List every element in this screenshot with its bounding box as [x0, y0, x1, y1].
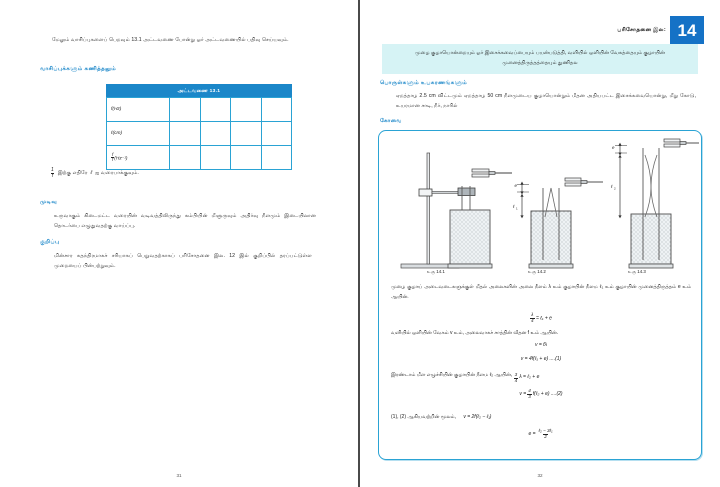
equation-1-fraction: [530, 313, 535, 323]
readings-table-wrapper: [106, 84, 292, 170]
theory-paragraph-1: முழை குழாய் அடைவடைகளுக்குள் மீதல் அலைகளின் அலை நீளம் λ உம் குழாயின் நீளம ℓ₁ உம் குழாயின் முனைத்திருத்தம் e உம் ஆயின்.: [391, 284, 691, 300]
theory-paragraph-3-text: இரண்டாம் மீள எழுச்சியின் குழாயின் நீளம ℓ₂ ஆயின்,: [391, 372, 513, 378]
note-paragraph: மின்சார சுதந்திரமாகச் சரியாகப் பெறுவதற்காகப் பரிசோதனை இல. 12 இல் குறிப்பில் தரப்பட்டுள்ள முறையைப் பின்பற்றுவும்.: [54, 253, 312, 269]
graph-instruction-mid-text: இற்கு எதிரே: [57, 169, 88, 176]
section-heading-theory: கோவை: [380, 118, 402, 124]
theory-paragraph-4-text: (1), (2) ஆகியவற்றின் மூலம்,: [391, 414, 456, 420]
table-cell[interactable]: [261, 98, 291, 122]
table-row: [107, 98, 292, 122]
page-number-right: 32: [537, 473, 543, 478]
row-label-length-unit: (cm): [112, 131, 123, 137]
table-cell[interactable]: [200, 98, 230, 122]
resonance-tube-diagrams: [379, 131, 703, 279]
fraction-denominator: 4: [514, 377, 518, 383]
tuning-fork-icon: [472, 169, 512, 177]
equation-7-lhs: e =: [528, 431, 536, 438]
experiment-label: பரிசோதனை இல:: [617, 26, 666, 33]
fraction-denominator: f: [112, 157, 114, 163]
graph-instruction-symbol: ℓ: [90, 169, 93, 176]
theory-paragraph-2: வளியில் ஒளியின் வேகம் v உம், அலைவாகச் சாத்தின் வீதன f உம் ஆயின்.: [391, 330, 559, 336]
fraction-numerator: λ: [531, 312, 534, 317]
fraction-denominator: 4: [531, 317, 534, 323]
label-e-fig2: e: [514, 183, 517, 188]
graph-instruction: [50, 168, 320, 179]
table-cell[interactable]: [231, 98, 261, 122]
experiment-number-badge: 14: [670, 16, 704, 44]
row-label-inverse-frequency-unit: (Hz⁻¹): [114, 155, 128, 161]
experiment-header: [617, 16, 704, 44]
table-cell[interactable]: [200, 146, 230, 170]
tuning-fork-icon: [664, 139, 699, 147]
theory-figure-box: [378, 130, 702, 460]
tuning-fork-icon: [565, 178, 603, 186]
figure-caption-14-2: உரு 14.2: [528, 269, 546, 274]
table-caption: அட்டவணை 13.1: [106, 84, 292, 97]
row-label-frequency-unit: (Hz): [112, 107, 122, 113]
theory-paragraph-3: [391, 371, 691, 383]
graph-instruction-fraction: [50, 168, 55, 179]
label-l1-fig2: ℓ: [513, 204, 515, 209]
result-paragraph: உருவாகும் கிடைமட்ட வரையின் வடிவத்திலிருந்து கம்பியின் மீளுருவும் அதிர்வு நீளமும் இடையிலான தொடர்பை எழுதுவதற்கு வாய்ப்பு.: [54, 213, 316, 229]
objective-box: [382, 44, 698, 74]
table-row: [107, 122, 292, 146]
fraction-denominator: f: [51, 173, 54, 179]
row-label-frequency: [107, 98, 170, 122]
equation-4-tail: λ = ℓ₂ + e: [519, 374, 540, 381]
fraction-numerator: f: [112, 151, 114, 157]
row-label-inverse-frequency: [107, 146, 170, 170]
theory-equation-4: [514, 373, 540, 383]
materials-paragraph: ஏறத்தாழ 2.5 cm விட்டமும் ஏறத்தாழ 50 cm நீளமுடைய குழாயொன்றும் மீதன அதியபட்ட இசைக்கவையொன்று, மீறு கோடு, உயரமான சாடி, நீர், நாரில்: [396, 93, 696, 109]
theory-equation-6: v = 2f(ℓ₂ − ℓ₁): [463, 414, 492, 420]
row-label-frequency-symbol: f: [111, 107, 113, 113]
svg-text:2: 2: [614, 186, 616, 191]
equation-5-fraction: [527, 389, 532, 399]
equation-7-fraction: [538, 429, 554, 439]
theory-equation-1: [391, 313, 691, 323]
row-label-length: [107, 122, 170, 146]
table-cell[interactable]: [231, 122, 261, 146]
fraction-numerator: ℓ₂ − 3ℓ₁: [538, 428, 553, 433]
figure-caption-14-3: உரு 14.3: [628, 269, 646, 274]
table-cell[interactable]: [170, 98, 200, 122]
figure-14-1: [401, 153, 512, 268]
left-page: [0, 0, 358, 487]
section-heading-result: முடிவு: [40, 199, 58, 205]
theory-equation-2: v = fλ: [534, 342, 548, 348]
section-heading-note: குறிப்பு: [40, 239, 60, 245]
graph-instruction-end-text: ஐ வரைபாக்குவும்.: [95, 169, 139, 176]
label-e-fig3: e: [612, 145, 615, 150]
theory-equation-3: v = 4f(ℓ₁ + e) ....(1): [520, 356, 562, 362]
figure-caption-14-1: உரு 14.1: [427, 269, 445, 274]
intro-paragraph: மேலும் வாசிப்புகளைப் பெறவும் 13.1 அட்டவணை போன்று ஓர் அட்டவணையில் பதிவு செய்யவும்.: [52, 37, 289, 43]
table-cell[interactable]: [170, 122, 200, 146]
page-number-left: 31: [176, 473, 182, 478]
equation-4-fraction: [514, 373, 519, 383]
fraction-denominator: 2: [544, 433, 547, 439]
row-label-length-symbol: ℓ: [111, 131, 113, 137]
table-cell[interactable]: [231, 146, 261, 170]
table-row: [107, 146, 292, 170]
section-heading-readings: வாசிப்புக்களும் கணித்தலும்: [40, 66, 117, 72]
section-heading-materials: பொருள்களும் உபகரணங்களும்: [380, 80, 468, 86]
table-cell[interactable]: [261, 146, 291, 170]
equation-1-rhs: = ℓ₁ + e: [535, 315, 552, 322]
fraction-numerator: 1: [51, 167, 54, 173]
right-page: [360, 0, 720, 487]
figure-14-3: [610, 139, 699, 268]
equation-5-lhs: v =: [519, 391, 527, 398]
table-cell[interactable]: [261, 122, 291, 146]
fraction-numerator: 4: [528, 388, 531, 393]
theory-equation-5: [391, 389, 691, 399]
objective-text: முழை குழாயொன்றையும் ஓர் இசைக்கவைப்பையும் பயன்படுத்தி, வளியில் ஒளியின் வேகத்தையும் குழாயின் முனைத்திருத்தத்தையும் துணிதல: [415, 50, 665, 66]
label-l2-fig3: ℓ: [611, 184, 613, 189]
readings-table: [106, 84, 292, 170]
theory-equation-7: [391, 429, 691, 439]
equation-5-tail: f(ℓ₂ + e) ....(2): [532, 391, 563, 398]
figure-14-2: [512, 178, 603, 268]
svg-text:1: 1: [516, 206, 518, 211]
table-cell[interactable]: [170, 146, 200, 170]
figures-row: [379, 131, 701, 279]
fraction-numerator: 3: [514, 372, 518, 377]
table-cell[interactable]: [200, 122, 230, 146]
theory-paragraph-4: [391, 413, 691, 423]
fraction-denominator: 3: [528, 393, 531, 399]
